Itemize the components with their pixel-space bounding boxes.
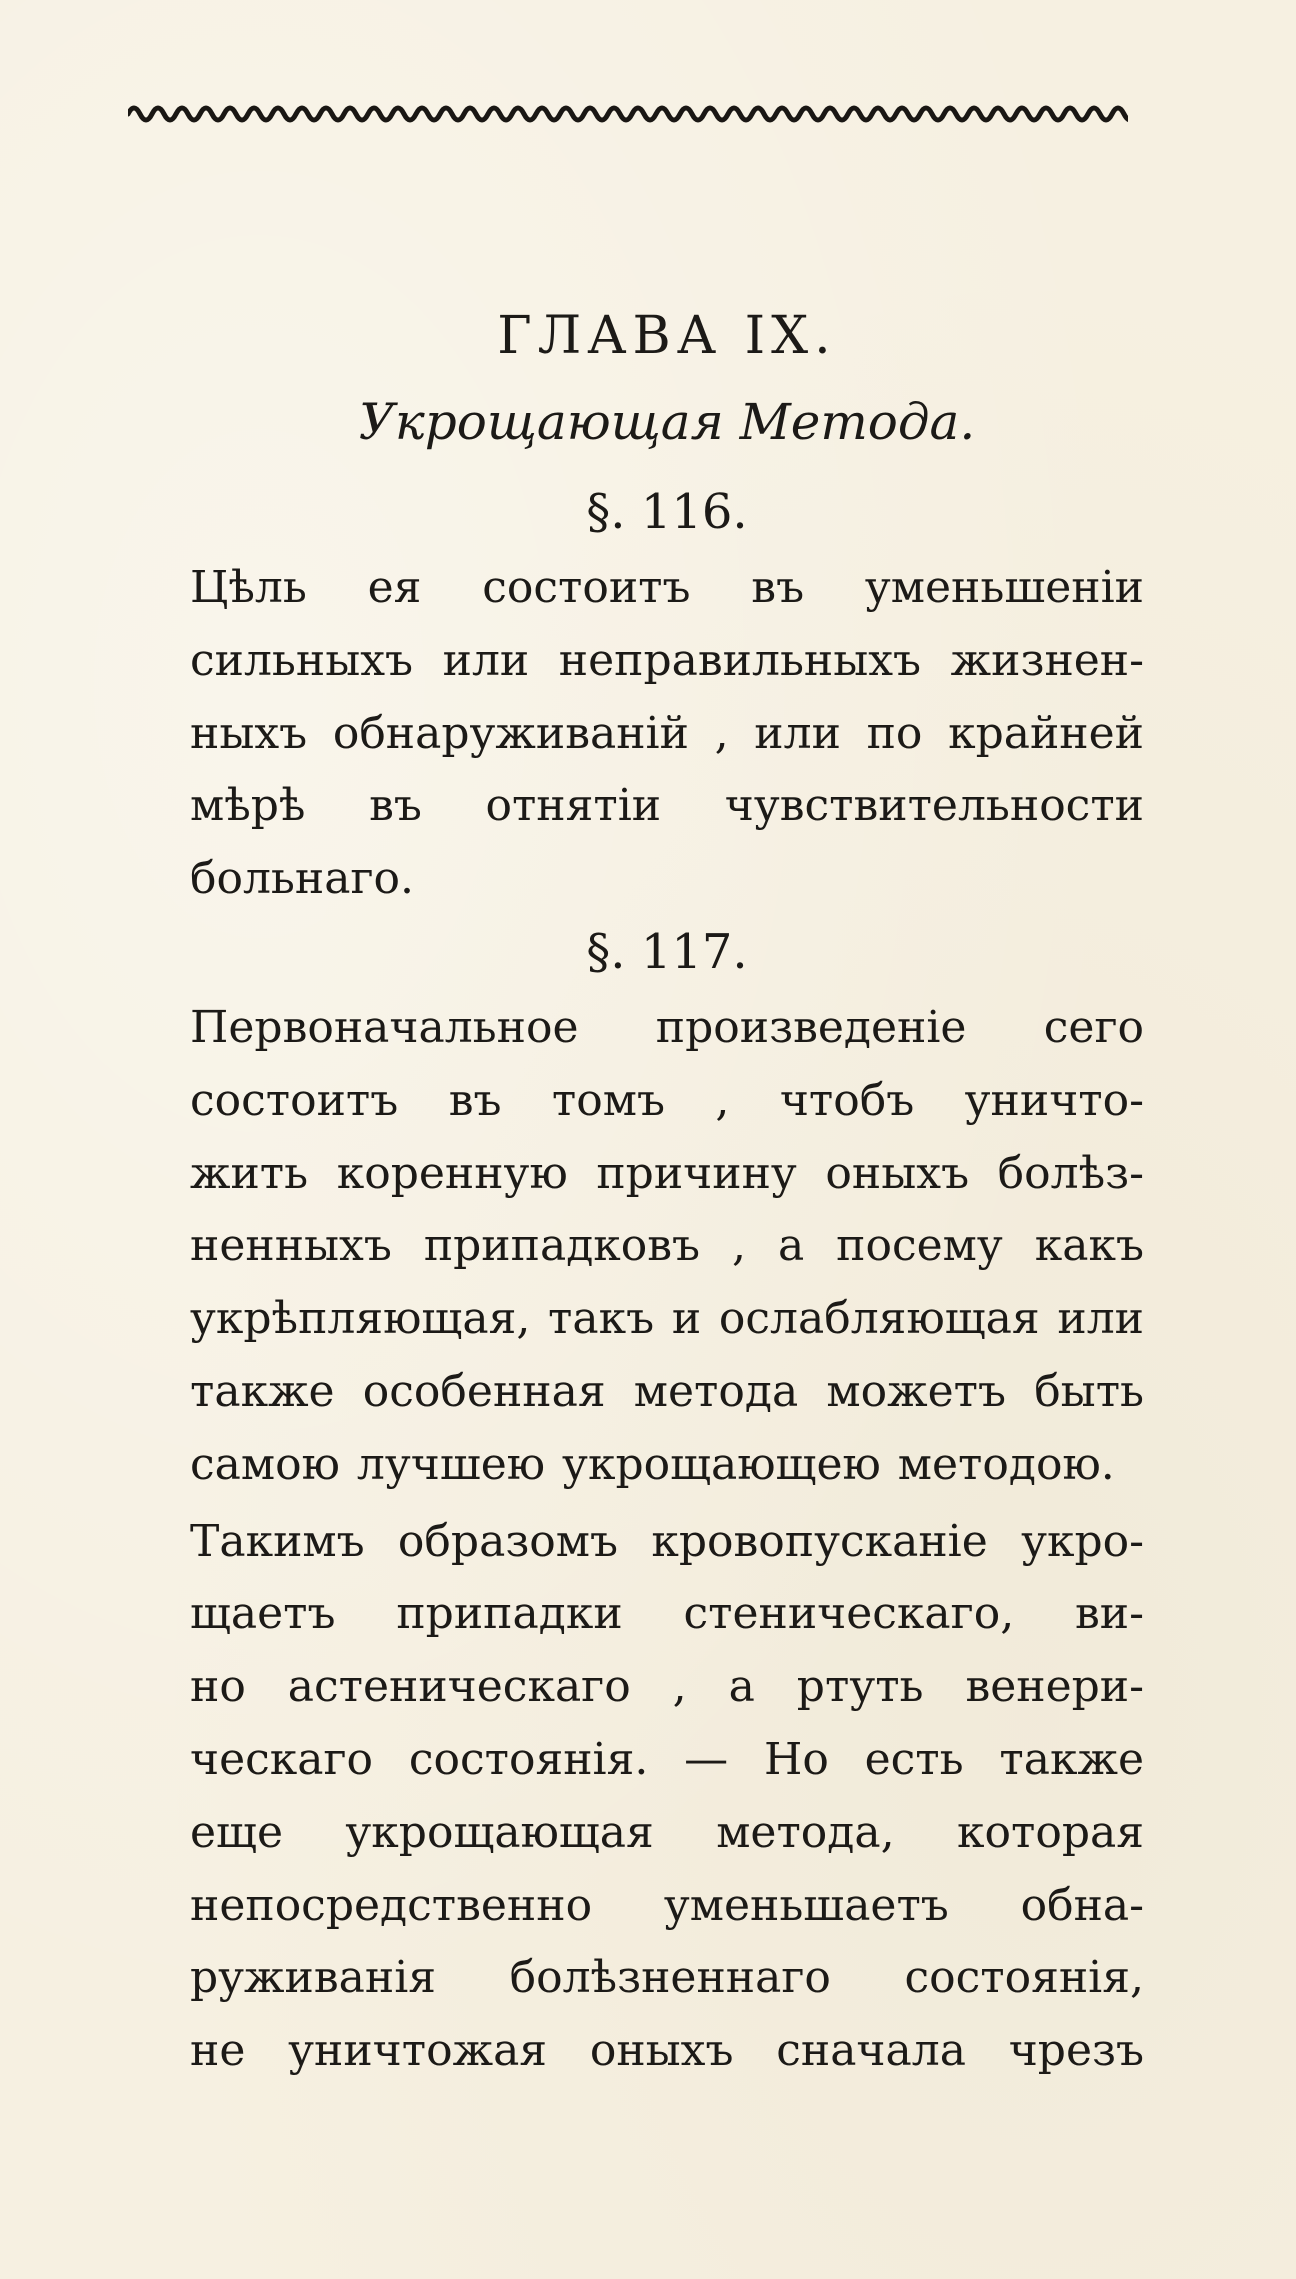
text-line: мѣрѣ въ отнятіи чувствительности: [190, 780, 1144, 832]
text-line: руживанія болѣзненнаго состоянія,: [190, 1952, 1144, 2004]
text-line: состоитъ въ томъ , чтобъ уничто-: [190, 1074, 1144, 1126]
text-line: непосредственно уменьшаетъ обна-: [190, 1879, 1144, 1931]
paragraph-117-continued: [190, 1506, 1144, 2088]
text-line: ныхъ обнаруживаній , или по крайней: [190, 707, 1144, 759]
text-line: Первоначальное произведеніе сего: [190, 1001, 1144, 1053]
decorative-ornament-rule: [128, 98, 1128, 128]
text-line: сильныхъ или неправильныхъ жизнен-: [190, 634, 1144, 686]
text-line: жить коренную причину оныхъ болѣз-: [190, 1147, 1144, 1199]
page-text: [190, 300, 1144, 2088]
text-line: укрѣпляющая, такъ и ослабляющая или: [190, 1293, 1144, 1345]
section-mark-117: §. 117.: [586, 923, 748, 980]
text-line: ческаго состоянія. — Но есть также: [190, 1733, 1144, 1785]
section-mark-116: §. 116.: [586, 484, 748, 540]
text-line: щаетъ припадки стеническаго, ви-: [190, 1588, 1144, 1640]
text-line: также особенная метода можетъ быть: [190, 1365, 1144, 1417]
text-line: не уничтожая оныхъ сначала чрезъ: [190, 2025, 1144, 2077]
chapter-heading: ГЛАВА IX.: [497, 306, 837, 366]
text-line: больнаго.: [190, 853, 414, 905]
text-line: Цѣль ея состоитъ въ уменьшеніи: [190, 562, 1144, 613]
paragraph-116: [190, 552, 1144, 916]
text-line: ненныхъ припадковъ , а посему какъ: [190, 1220, 1144, 1272]
text-line: еще укрощающая метода, которая: [190, 1806, 1144, 1858]
text-line: Такимъ образомъ кровопусканіе укро-: [190, 1515, 1144, 1567]
text-line: но астеническаго , а ртуть венери-: [190, 1661, 1144, 1713]
chapter-subtitle: Укрощающая Метода.: [358, 393, 976, 451]
paragraph-117: [190, 992, 1144, 1502]
text-line: самою лучшею укрощающею методою.: [190, 1438, 1115, 1490]
